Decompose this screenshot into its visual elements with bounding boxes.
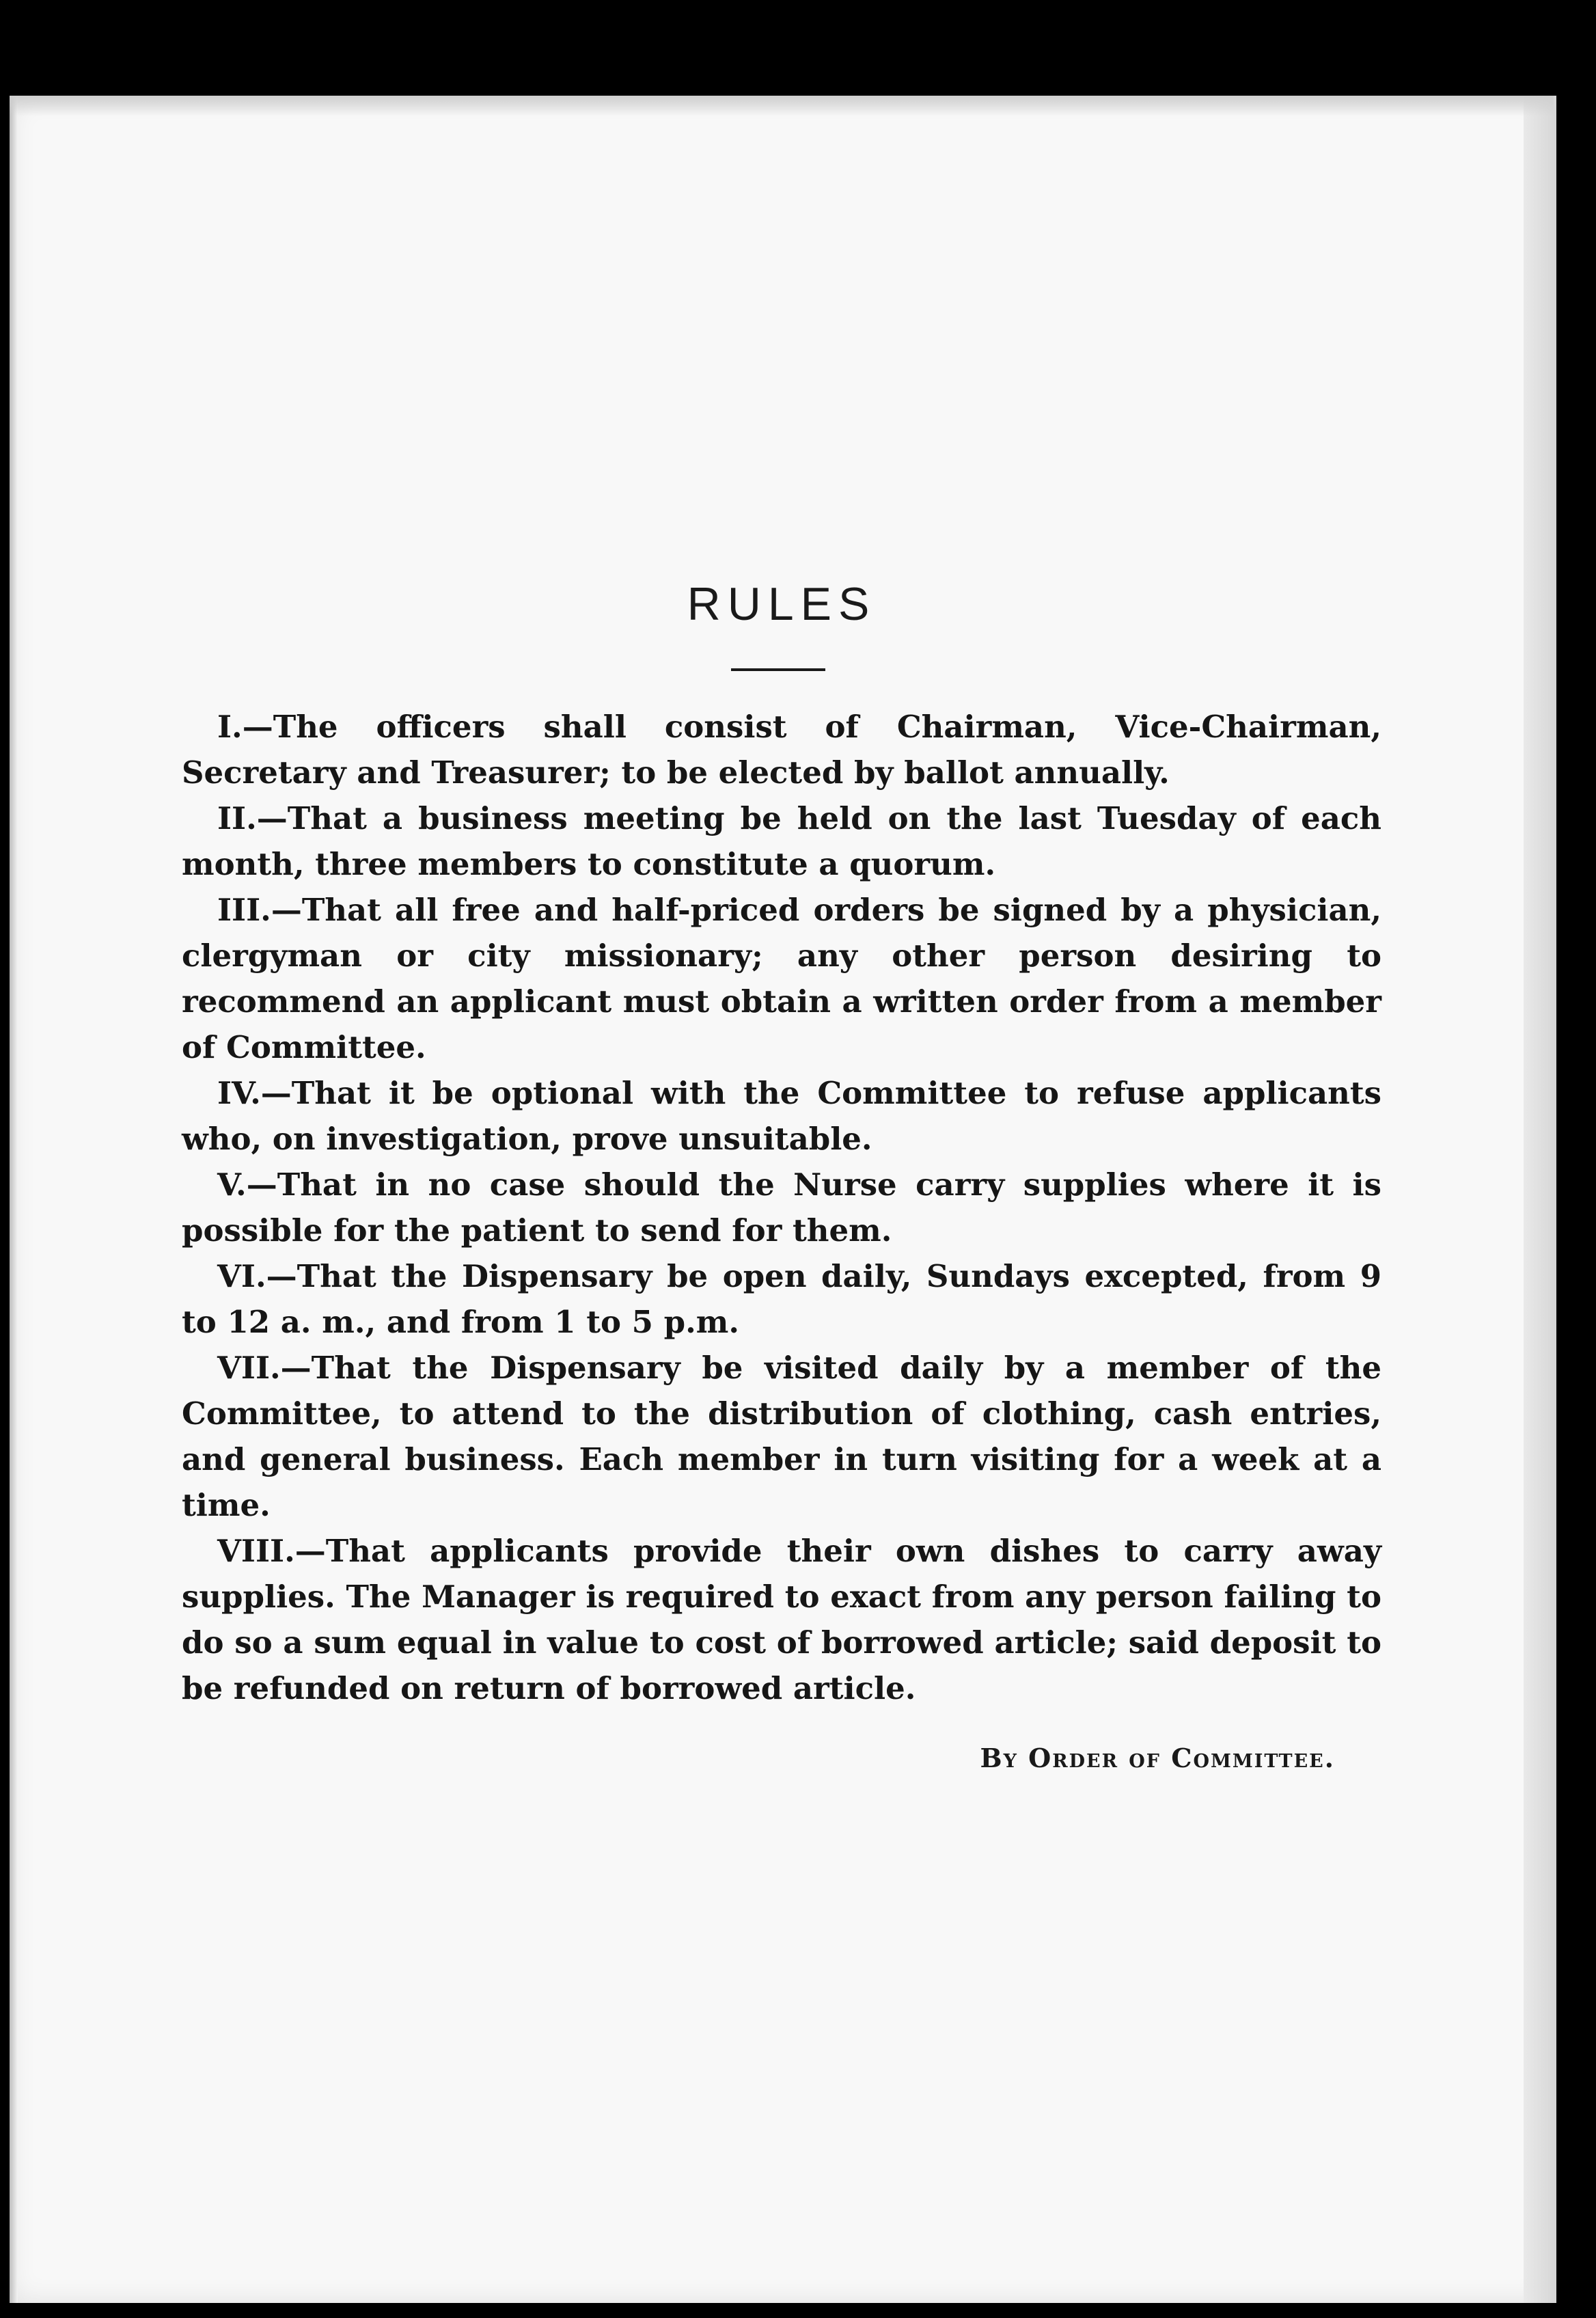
rule-item: III.—That all free and half-priced orders be signed by a physician, clergyman or city missionary; any other person desiring to recommend an applicant must obtain a written order from a member of Committee. <box>182 892 1381 1065</box>
rule-item: VIII.—That applicants provide their own dishes to carry away supplies. The Manager is required to exact from any person failing to do so a sum equal in value to cost of borrowed article; said deposit to be refunded on return of borrowed article. <box>182 1533 1381 1706</box>
rule-item: I.—The officers shall consist of Chairman, Vice-Chairman, Secretary and Treasurer; to be elected by ballot annually. <box>182 709 1381 791</box>
rule-item: VI.—That the Dispensary be open daily, Sundays excepted, from 9 to 12 a. m., and from 1 to 5 p.m. <box>182 1258 1381 1340</box>
rules-list <box>182 704 1381 1711</box>
paper-left-edge <box>10 96 18 2303</box>
title-divider <box>731 668 825 671</box>
paper-right-edge <box>1524 96 1556 2303</box>
paper-top-shadow <box>10 96 1554 116</box>
rule-item: II.—That a business meeting be held on the last Tuesday of each month, three members to constitute a quorum. <box>182 800 1381 882</box>
rule-item: VII.—That the Dispensary be visited daily by a member of the Committee, to attend to the distribution of clothing, cash entries, and general business. Each member in turn visiting for a week at a time. <box>182 1350 1381 1523</box>
paper-page <box>10 96 1554 2303</box>
rule-item: V.—That in no case should the Nurse carry supplies where it is possible for the patient to send for them. <box>182 1167 1381 1249</box>
page-title: RULES <box>687 578 877 630</box>
signature-line: By Order of Committee. <box>980 1743 1335 1773</box>
rule-item: IV.—That it be optional with the Committee to refuse applicants who, on investigation, prove unsuitable. <box>182 1075 1381 1157</box>
